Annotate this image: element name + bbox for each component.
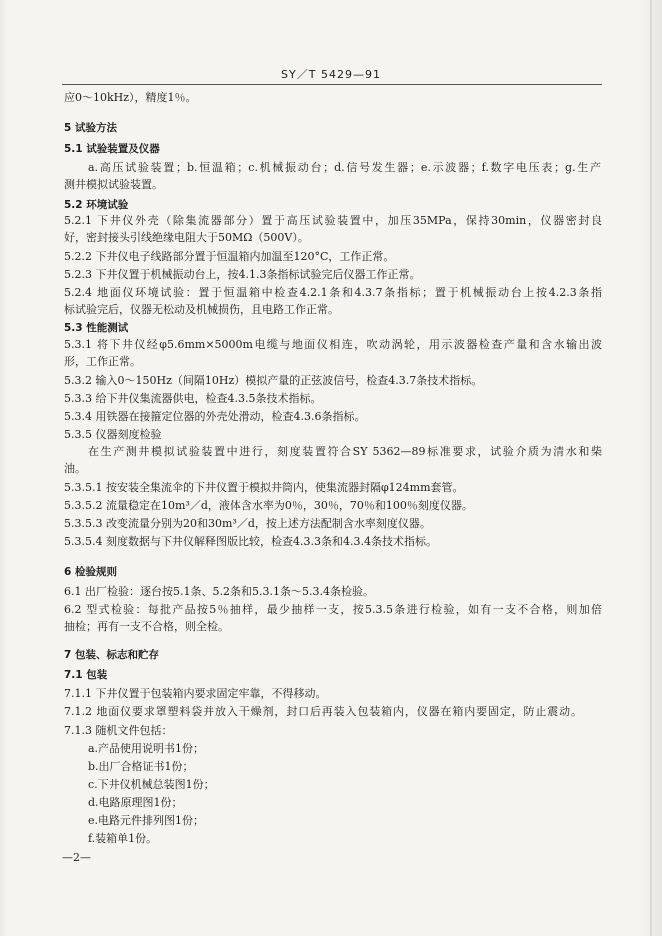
list-item: a.产品使用说明书1份； — [88, 742, 205, 755]
clause-5-3-5-4: 5.3.5.4 刻度数据与下井仪解释图版比较，检查4.3.3条和4.3.4条技术指标。 — [64, 535, 437, 548]
text-line: 标试验完后，仪器无松动及机械损伤，且电路工作正常。 — [64, 303, 339, 316]
text-line: 形，工作正常。 — [64, 355, 141, 368]
clause-5-2-1: 5.2.1 下井仪外壳（除集流器部分）置于高压试验装置中，加压35MPa，保持30min，仪器密封良 — [64, 214, 602, 227]
clause-5-3-5-1: 5.3.5.1 按安装全集流伞的下井仪置于模拟井筒内，使集流器封隔φ124mm套管。 — [64, 481, 464, 494]
clause-5-3-5-2: 5.3.5.2 流量稳定在10m³／d，液体含水率为0％，30％，70％和100％刻度仪器。 — [64, 499, 473, 512]
list-item: b.出厂合格证书1份； — [88, 760, 194, 773]
text-line: 在生产测井模拟试验装置中进行，刻度装置符合SY 5362—89标准要求，试验介质为清水和柴 — [88, 445, 602, 458]
clause-6-2: 6.2 型式检验：每批产品按5％抽样，最少抽样一支，按5.3.5条进行检验，如有一支不合格，则加倍 — [64, 603, 602, 616]
subsection-heading-5-3: 5.3 性能测试 — [64, 322, 129, 334]
list-item: d.电路原理图1份； — [88, 796, 183, 809]
clause-7-1-3: 7.1.3 随机文件包括： — [64, 724, 173, 737]
clause-5-2-4: 5.2.4 地面仪环境试验：置于恒温箱中检查4.2.1条和4.3.7条指标；置于机械振动台上按4.2.3条指 — [64, 286, 602, 299]
subsection-heading-5-2: 5.2 环境试验 — [64, 199, 129, 211]
clause-5-2-3: 5.2.3 下井仪置于机械振动台上，按4.1.3条指标试验完后仪器工作正常。 — [64, 268, 421, 281]
text-line: a.高压试验装置；b.恒温箱；c.机械振动台；d.信号发生器；e.示波器；f.数字电压表；g.生产 — [88, 161, 601, 174]
clause-5-2-2: 5.2.2 下井仪电子线路部分置于恒温箱内加温至120°C，工作正常。 — [64, 250, 395, 263]
section-heading-5: 5 试验方法 — [64, 122, 117, 134]
list-item: f.装箱单1份。 — [88, 832, 158, 845]
clause-5-3-3: 5.3.3 给下井仪集流器供电，检查4.3.5条技术指标。 — [64, 392, 322, 405]
clause-5-3-4: 5.3.4 用铁器在接箍定位器的外壳处滑动，检查4.3.6条指标。 — [64, 410, 366, 423]
page-edge — [650, 0, 652, 936]
subsection-heading-5-1: 5.1 试验装置及仪器 — [64, 143, 160, 155]
clause-7-1-2: 7.1.2 地面仪要求罩塑料袋并放入干燥剂，封口后再装入包装箱内，仪器在箱内要固定，防止震动。 — [64, 705, 582, 718]
text-line: 好，密封接头引线绝缘电阻大于50MΩ（500V）。 — [64, 231, 309, 244]
clause-5-3-1: 5.3.1 将下井仪经φ5.6mm×5000m电缆与地面仪相连，吹动涡轮，用示波器检查产量和含水输出波 — [64, 338, 602, 351]
subsection-heading-7-1: 7.1 包装 — [64, 669, 108, 681]
text-line: 应0～10kHz），精度1％。 — [64, 91, 197, 104]
clause-5-3-5: 5.3.5 仪器刻度检验 — [64, 428, 162, 441]
page-number: —2— — [62, 851, 91, 864]
text-line: 油。 — [64, 462, 86, 475]
clause-5-3-2: 5.3.2 输入0～150Hz（间隔10Hz）模拟产量的正弦波信号，检查4.3.7条技术指标。 — [64, 374, 483, 387]
section-heading-7: 7 包装、标志和贮存 — [64, 649, 159, 661]
header-rule — [62, 84, 602, 85]
clause-7-1-1: 7.1.1 下井仪置于包装箱内要求固定牢靠，不得移动。 — [64, 687, 327, 700]
section-heading-6: 6 检验规则 — [64, 566, 117, 578]
clause-5-3-5-3: 5.3.5.3 改变流量分别为20和30m³／d，按上述方法配制含水率刻度仪器。 — [64, 517, 431, 530]
clause-6-1: 6.1 出厂检验：逐台按5.1条、5.2条和5.3.1条～5.3.4条检验。 — [64, 585, 374, 598]
list-item: c.下井仪机械总装图1份； — [88, 778, 215, 791]
standard-code-header: SY／T 5429—91 — [281, 68, 381, 81]
list-item: e.电路元件排列图1份； — [88, 814, 205, 827]
text-line: 测井模拟试验装置。 — [64, 178, 163, 191]
text-line: 抽检；再有一支不合格，则全检。 — [64, 620, 229, 633]
